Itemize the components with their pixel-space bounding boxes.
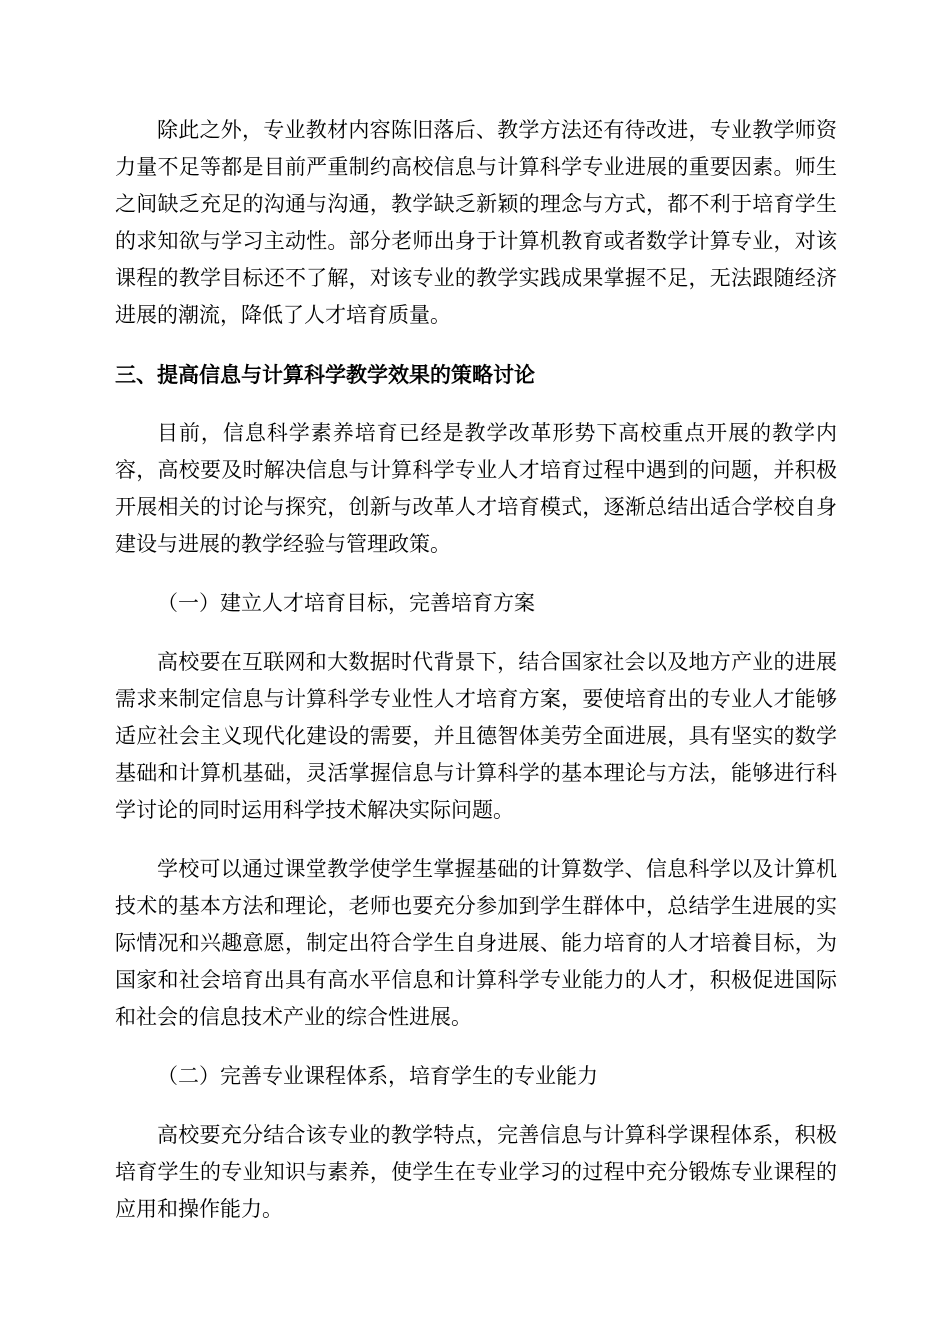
paragraph-challenges: 除此之外，专业教材内容陈旧落后、教学方法还有待改进，专业教学师资力量不足等都是目前严重制约高校信息与计算科学专业进展的重要因素。师生之间缺乏充足的沟通与沟通，教学缺乏新颖的理念与方式，都不利于培育学生的求知欲与学习主动性。部分老师出身于计算机教育或者数学计算专业，对该课程的教学目标还不了解，对该专业的教学实践成果掌握不足，无法跟随经济进展的潮流，降低了人才培育质量。	[115, 118, 837, 327]
paragraph-classroom: 学校可以通过课堂教学使学生掌握基础的计算数学、信息科学以及计算机技术的基本方法和理论，老师也要充分参加到学生群体中，总结学生进展的实际情况和兴趣意愿，制定出符合学生自身进展、能力培育的人才培養目标，为国家和社会培育出具有高水平信息和计算科学专业能力的人才，积极促进国际和社会的信息技术产业的综合性进展。	[115, 857, 837, 1029]
paragraph-curriculum: 高校要充分结合该专业的教学特点，完善信息与计算科学课程体系，积极培育学生的专业知识与素养，使学生在专业学习的过程中充分锻炼专业课程的应用和操作能力。	[115, 1123, 837, 1221]
subheading-curriculum: （二）完善专业课程体系，培育学生的专业能力	[157, 1064, 598, 1088]
paragraph-intro: 目前，信息科学素养培育已经是教学改革形势下高校重点开展的教学内容，高校要及时解决信息与计算科学专业人才培育过程中遇到的问题，并积极开展相关的讨论与探究，创新与改革人才培育模式，逐渐总结出适合学校自身建设与进展的教学经验与管理政策。	[115, 421, 837, 556]
document-page	[115, 112, 837, 1250]
subheading-training-goals: （一）建立人才培育目标，完善培育方案	[157, 591, 535, 615]
paragraph-training-plan: 高校要在互联网和大数据时代背景下，结合国家社会以及地方产业的进展需求来制定信息与计算科学专业性人才培育方案，要使培育出的专业人才能够适应社会主义现代化建设的需要，并且德智体美劳全面进展，具有坚实的数学基础和计算机基础，灵活掌握信息与计算科学的基本理论与方法，能够进行科学讨论的同时运用科学技术解决实际问题。	[115, 650, 837, 822]
section-heading-strategies: 三、提高信息与计算科学教学效果的策略讨论	[115, 362, 535, 387]
